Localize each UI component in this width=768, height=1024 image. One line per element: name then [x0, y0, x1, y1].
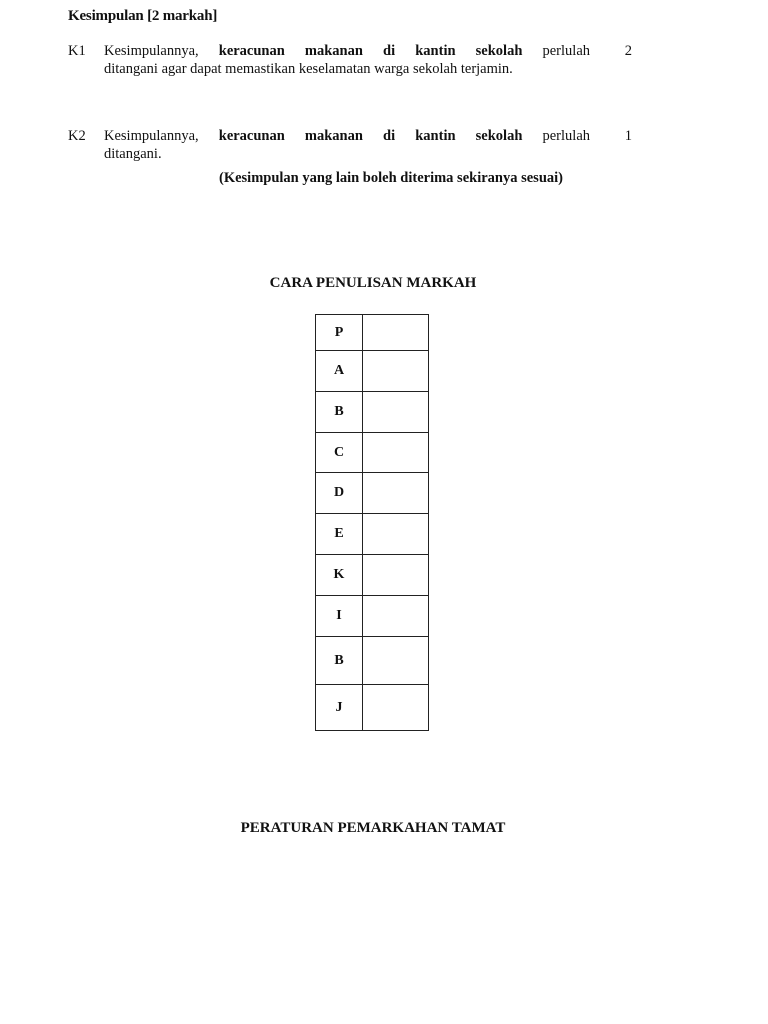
- marking-table-row: [316, 637, 429, 685]
- marking-table: [315, 314, 429, 731]
- marking-table-row: [316, 514, 429, 555]
- marking-table-letter: K: [316, 555, 363, 596]
- criterion-line-2: ditangani agar dapat memastikan keselamatan warga sekolah terjamin.: [104, 61, 513, 77]
- marking-table-letter: B: [316, 392, 363, 433]
- criterion-prefix: Kesimpulannya,: [104, 43, 199, 59]
- marking-table-score-cell: [363, 514, 429, 555]
- criterion-keyphrase: keracunan makanan di kantin sekolah: [218, 128, 523, 144]
- marking-table-row: [316, 685, 429, 731]
- criterion-text: [104, 127, 590, 163]
- marking-table-score-cell: [363, 433, 429, 473]
- section-heading: Kesimpulan [2 markah]: [68, 8, 218, 24]
- marking-table-row: [316, 351, 429, 392]
- marking-table-score-cell: [363, 351, 429, 392]
- criterion-line-1: [104, 127, 590, 145]
- criterion-mark: 2: [624, 43, 632, 59]
- marking-table-row: [316, 473, 429, 514]
- marking-table-letter: P: [316, 315, 363, 351]
- criterion-suffix: perlulah: [542, 43, 591, 59]
- marking-table-score-cell: [363, 473, 429, 514]
- marking-table-title: CARA PENULISAN MARKAH: [269, 275, 477, 291]
- criterion-mark: 1: [624, 128, 632, 144]
- acceptance-note-text: (Kesimpulan yang lain boleh diterima sekiranya sesuai): [218, 170, 563, 186]
- criterion-prefix: Kesimpulannya,: [104, 128, 199, 144]
- marking-table-score-cell: [363, 555, 429, 596]
- marking-table-score-cell: [363, 637, 429, 685]
- marking-table-letter: E: [316, 514, 363, 555]
- marking-table-row: [316, 433, 429, 473]
- closing-statement: PERATURAN PEMARKAHAN TAMAT: [240, 820, 506, 836]
- marking-table-row: [316, 392, 429, 433]
- criterion-code: K1: [68, 43, 86, 59]
- marking-table-score-cell: [363, 315, 429, 351]
- marking-table-letter: A: [316, 351, 363, 392]
- marking-table-row: [316, 315, 429, 351]
- marking-table-letter: B: [316, 637, 363, 685]
- marking-table-letter: J: [316, 685, 363, 731]
- criterion-text: [104, 42, 590, 78]
- criterion-line-1: [104, 42, 590, 60]
- marking-table-letter: D: [316, 473, 363, 514]
- marking-table-row: [316, 555, 429, 596]
- marking-table-row: [316, 596, 429, 637]
- criterion-code: K2: [68, 128, 86, 144]
- marking-table-score-cell: [363, 596, 429, 637]
- criterion-keyphrase: keracunan makanan di kantin sekolah: [218, 43, 523, 59]
- criterion-suffix: perlulah: [542, 128, 591, 144]
- marking-table-score-cell: [363, 392, 429, 433]
- criterion-line-2: ditangani.: [104, 146, 162, 162]
- acceptance-note: [0, 170, 768, 187]
- marking-table-score-cell: [363, 685, 429, 731]
- marking-table-letter: I: [316, 596, 363, 637]
- marking-table-letter: C: [316, 433, 363, 473]
